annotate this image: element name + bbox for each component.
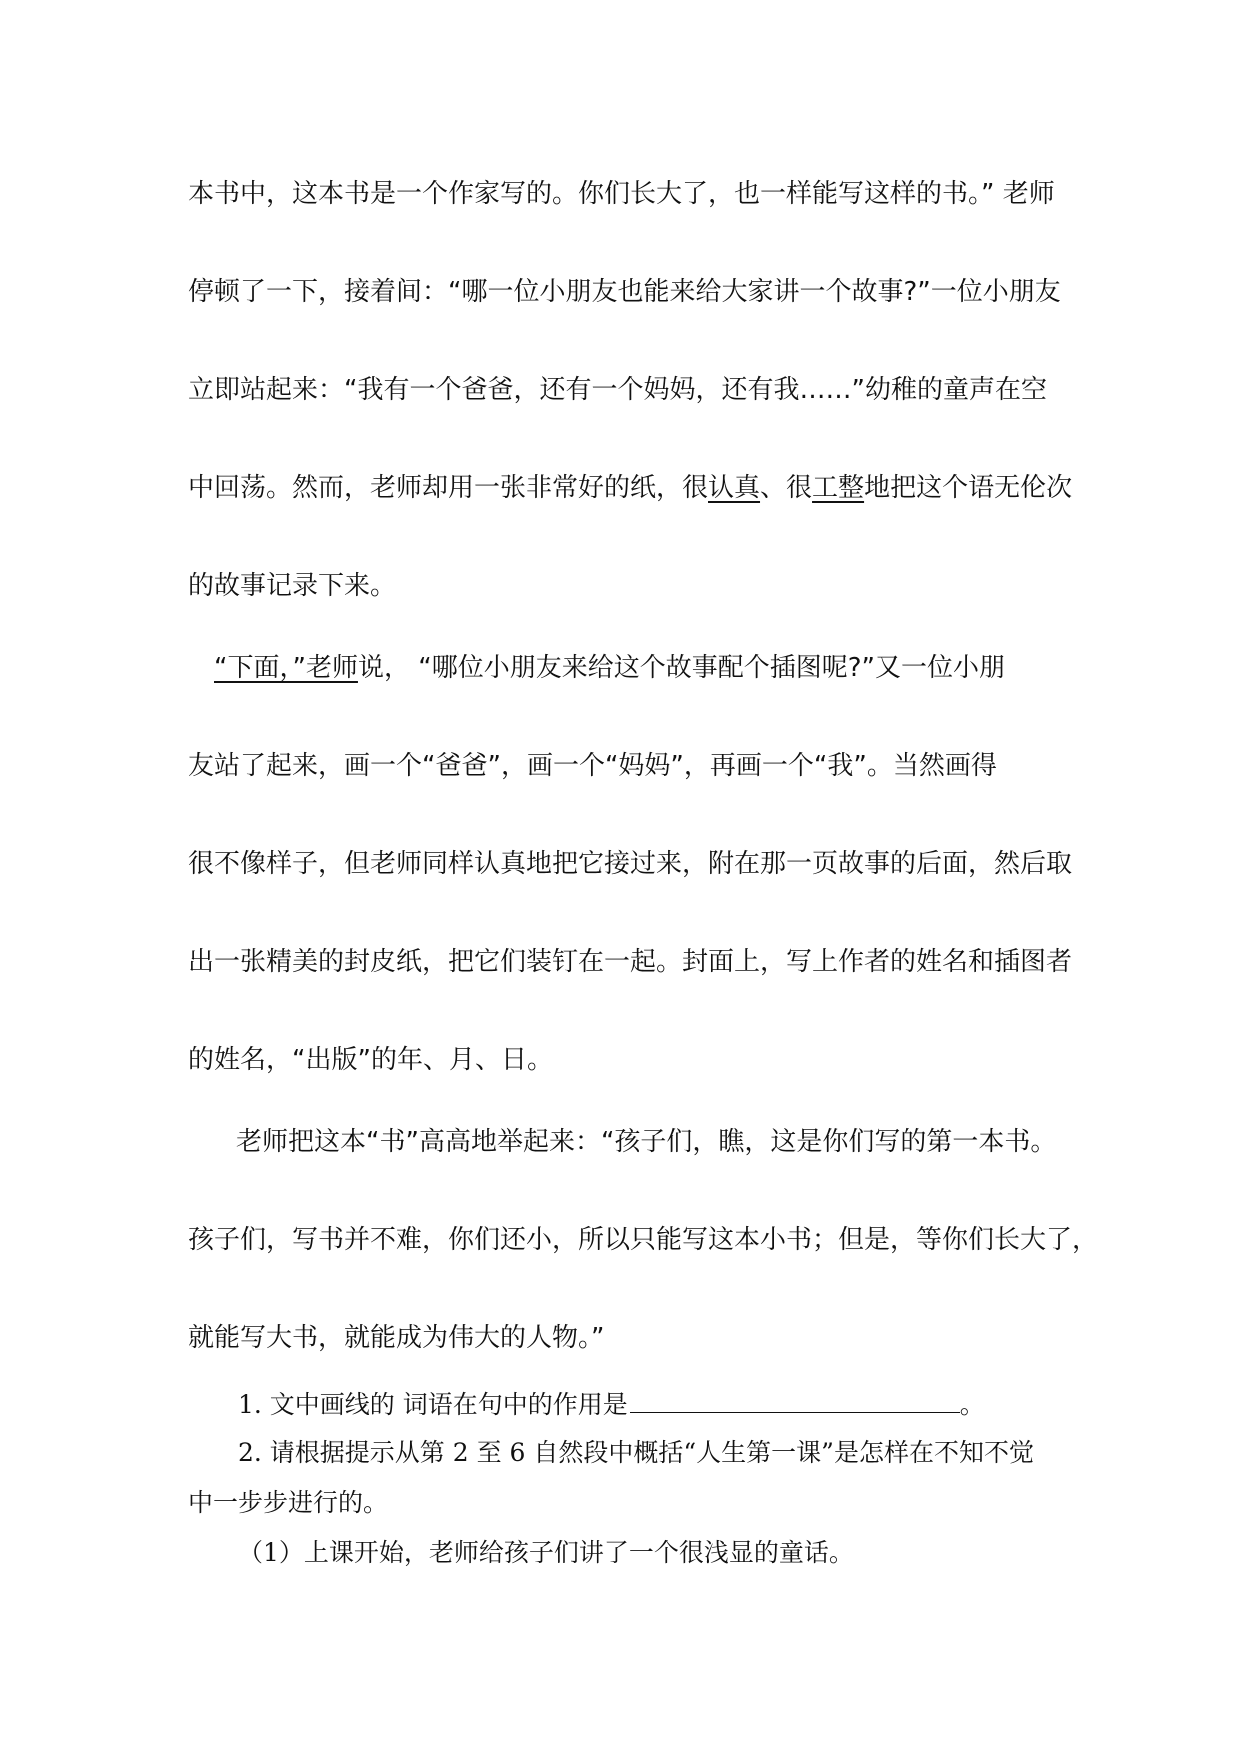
answer-blank[interactable]: [630, 1386, 960, 1413]
question-2-cont: 中一步步进行的。: [188, 1488, 389, 1517]
sub-question-1: （1）上课开始，老师给孩子们讲了一个很浅显的童话。: [238, 1538, 854, 1567]
underlined-word: 工整: [812, 473, 865, 503]
underlined-phrase: “下面，”老师: [214, 653, 358, 683]
passage-line: 立即站起来：“我有一个爸爸，还有一个妈妈，还有我……”幼稚的童声在空: [188, 375, 1047, 405]
passage-line: 老师把这本“书”高高地举起来：“孩子们，瞧，这是你们写的第一本书。: [236, 1127, 1057, 1157]
passage-line: 的姓名，“出版”的年、月、日。: [188, 1045, 553, 1075]
question-1: [238, 1386, 985, 1422]
passage-text: 、很: [760, 473, 813, 503]
passage-line: 出一张精美的封皮纸，把它们装钉在一起。封面上，写上作者的姓名和插图者: [188, 947, 1073, 977]
passage-line: 友站了起来，画一个“爸爸”，画一个“妈妈”，再画一个“我”。当然画得: [188, 751, 997, 781]
passage-text: 地把这个语无伦次: [864, 473, 1073, 503]
passage-line: 本书中，这本书是一个作家写的。你们长大了，也一样能写这样的书。” 老师: [188, 179, 1055, 209]
passage-line: 停顿了一下，接着间：“哪一位小朋友也能来给大家讲一个故事?”一位小朋友: [188, 277, 1061, 307]
question-text: 1. 文中画线的 词语在句中的作用是: [238, 1390, 628, 1419]
underlined-word: 认真: [708, 473, 761, 503]
passage-line: 孩子们，写书并不难，你们还小，所以只能写这本小书；但是，等你们长大了，: [188, 1225, 1099, 1255]
passage-text: 说， “哪位小朋友来给这个故事配个插图呢?”又一位小朋: [357, 653, 1005, 683]
passage-line: [188, 471, 1072, 505]
passage-line: 就能写大书，就能成为伟大的人物。”: [188, 1323, 605, 1353]
passage-line: 很不像样子，但老师同样认真地把它接过来，附在那一页故事的后面，然后取: [188, 849, 1073, 879]
question-2: 2. 请根据提示从第 2 至 6 自然段中概括“人生第一课”是怎样在不知不觉: [238, 1438, 1034, 1467]
passage-text: 中回荡。然而，老师却用一张非常好的纸，很: [188, 473, 709, 503]
question-text: 。: [959, 1390, 985, 1419]
passage-line: [214, 651, 1005, 685]
passage-line: 的故事记录下来。: [188, 571, 397, 601]
